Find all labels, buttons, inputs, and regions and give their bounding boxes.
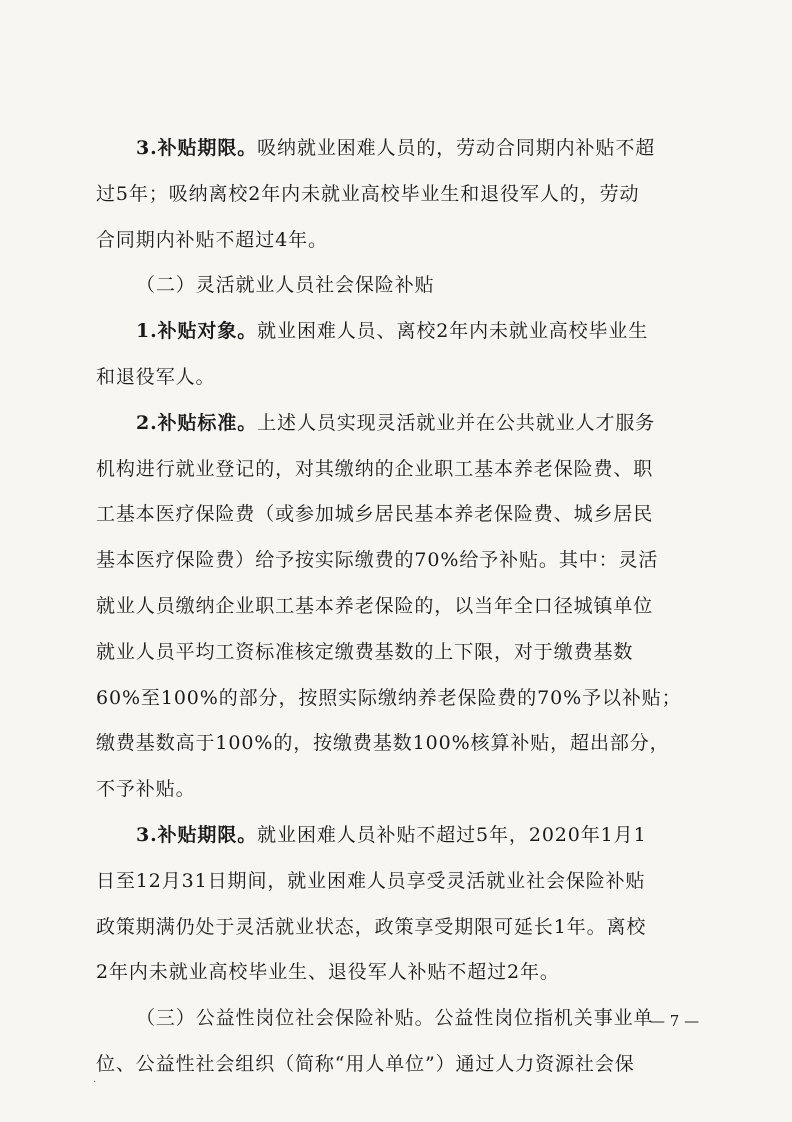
paragraph-line: 2年内未就业高校毕业生、退役军人补贴不超过2年。 [96, 961, 560, 984]
section-heading: （二）灵活就业人员社会保险补贴 [136, 274, 435, 297]
paragraph-heading: 2.补贴标准。 [136, 411, 258, 434]
paragraph-line: 工基本医疗保险费（或参加城乡居民基本养老保险费、城乡居民 [96, 503, 654, 526]
paragraph-line: 过5年；吸纳离校2年内未就业高校毕业生和退役军人的，劳动 [96, 182, 640, 205]
paragraph-text: 就业困难人员、离校2年内未就业高校毕业生 [257, 320, 649, 343]
paragraph-line: 60%至100%的部分，按照实际缴纳养老保险费的70%予以补贴； [96, 686, 682, 709]
paragraph-line [96, 813, 716, 859]
scan-mark: · [93, 1077, 97, 1088]
document-body [96, 126, 716, 1088]
paragraph-line: 基本医疗保险费）给予按实际缴费的70%给予补贴。其中：灵活 [96, 549, 659, 572]
paragraph-text: 吸纳就业困难人员的，劳动合同期内补贴不超 [257, 137, 656, 159]
paragraph-line: 缴费基数高于100%的，按缴费基数100%核算补贴，超出部分， [96, 732, 670, 755]
paragraph-line: 位、公益性社会组织（简称“用人单位”）通过人力资源社会保 [96, 1052, 635, 1075]
paragraph-line: 就业人员平均工资标准核定缴费基数的上下限，对于缴费基数 [96, 640, 634, 663]
paragraph-line: 政策期满仍处于灵活就业状态，政策享受期限可延长1年。离校 [96, 915, 647, 938]
paragraph-line: 合同期内补贴不超过4年。 [96, 228, 328, 251]
paragraph-line: 机构进行就业登记的，对其缴纳的企业职工基本养老保险费、职 [96, 457, 654, 480]
paragraph-text: 就业困难人员补贴不超过5年，2020年1月1 [257, 823, 647, 846]
section-heading: （三）公益性岗位社会保险补贴。公益性岗位指机关事业单 [136, 1007, 654, 1030]
page-number: — 7 — [650, 1012, 700, 1030]
paragraph-line [96, 401, 716, 447]
paragraph-line: 就业人员缴纳企业职工基本养老保险的，以当年全口径城镇单位 [96, 594, 654, 617]
paragraph-heading: 1.补贴对象。 [136, 320, 258, 343]
paragraph-text: 上述人员实现灵活就业并在公共就业人才服务 [257, 411, 656, 434]
paragraph-line [96, 126, 716, 172]
paragraph-line [96, 309, 716, 355]
paragraph-line: 日至12月31日期间，就业困难人员享受灵活就业社会保险补贴 [96, 869, 646, 892]
paragraph-line: 不予补贴。 [96, 778, 196, 801]
paragraph-line: 和退役军人。 [96, 365, 216, 388]
paragraph-heading: 3.补贴期限。 [136, 137, 258, 159]
paragraph-heading: 3.补贴期限。 [136, 823, 258, 846]
